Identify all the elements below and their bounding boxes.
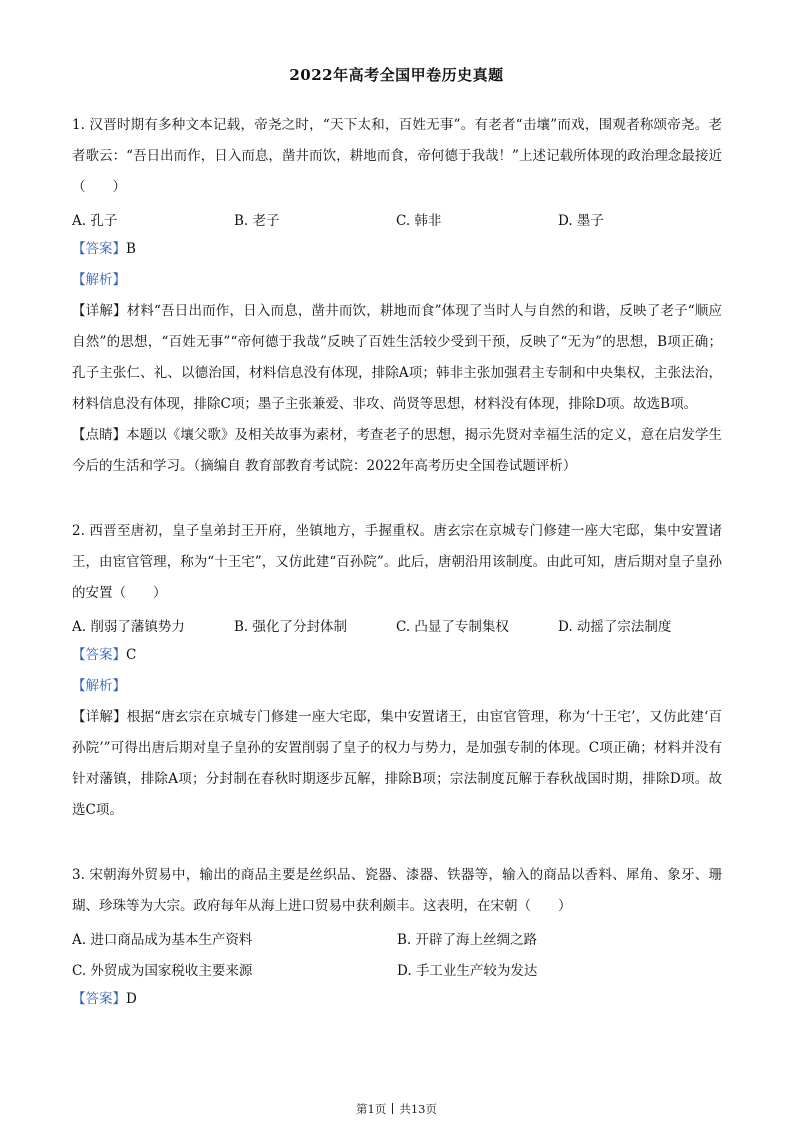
detail-tag: 【详解】 [72, 303, 127, 319]
answer-line [72, 234, 722, 265]
question-stem: 3. 宋朝海外贸易中，输出的商品主要是丝织品、瓷器、漆器、铁器等，输入的商品以香料、犀角、象牙、珊瑚、珍珠等为大宗。政府每年从海上进口贸易中获利颇丰。这表明，在宋朝（ ） [72, 867, 722, 914]
analysis-tag: 【解析】 [72, 272, 126, 288]
option-b: B. 强化了分封体制 [234, 618, 348, 635]
answer-value: D [126, 991, 137, 1007]
option-list [72, 609, 722, 640]
question-2 [72, 516, 722, 826]
comment-text: 本题以《壤父歌》及相关故事为素材，考查老子的思想，揭示先贤对幸福生活的定义，意在启发学生今后的生活和学习。（摘编自 教育部教育考试院：2022年高考历史全国卷试题评析） [72, 427, 723, 474]
answer-value: C [126, 647, 137, 663]
option-a: A. 削弱了藩镇势力 [72, 618, 185, 635]
analysis-line [72, 265, 722, 296]
detail-paragraph [72, 702, 722, 826]
option-list [72, 922, 722, 953]
option-list [72, 203, 722, 234]
answer-tag: 【答案】 [72, 241, 126, 257]
comment-tag: 【点睛】 [72, 427, 127, 443]
question-1 [72, 110, 722, 482]
option-list [72, 953, 722, 984]
page-number: 第1页 [356, 1102, 387, 1116]
answer-tag: 【答案】 [72, 647, 126, 663]
question-stem: 2. 西晋至唐初，皇子皇弟封王开府，坐镇地方，手握重权。唐玄宗在京城专门修建一座大宅邸，集中安置诸王，由宦官管理，称为“十王宅”，又仿此建“百孙院”。此后，唐朝沿用该制度。由此可知，唐后期对皇子皇孙的安置（ ） [72, 523, 722, 601]
option-a: A. 孔子 [72, 212, 118, 229]
page-footer [0, 1101, 793, 1117]
option-d: D. 手工业生产较为发达 [397, 962, 538, 979]
page-total: 共13页 [399, 1102, 437, 1116]
answer-tag: 【答案】 [72, 991, 126, 1007]
option-d: D. 动摇了宗法制度 [558, 618, 672, 635]
detail-text: 根据“唐玄宗在京城专门修建一座大宅邸，集中安置诸王，由宦官管理，称为‘十王宅’，又仿此建‘百孙院’”可得出唐后期对皇子皇孙的安置削弱了皇子的权力与势力，是加强专制的体现。C项正确；材料并没有针对藩镇，排除A项；分封制在春秋时期逐步瓦解，排除B项；宗法制度瓦解于春秋战国时期，排除D项。故选C项。 [72, 709, 723, 818]
detail-tag: 【详解】 [72, 709, 127, 725]
option-b: B. 老子 [234, 212, 280, 229]
answer-line [72, 640, 722, 671]
page-title: 2022年高考全国甲卷历史真题 [289, 66, 504, 84]
analysis-tag: 【解析】 [72, 678, 126, 694]
footer-divider [392, 1103, 393, 1114]
question-3 [72, 860, 722, 1015]
option-c: C. 韩非 [396, 212, 442, 229]
answer-line [72, 984, 722, 1015]
comment-paragraph [72, 420, 722, 482]
question-stem: 1. 汉晋时期有多种文本记载，帝尧之时，“天下太和，百姓无事”。有老者“击壤”而戏，围观者称颂帝尧。老者歌云：“吾日出而作，日入而息，凿井而饮，耕地而食，帝何德于我哉！”上述记载所体现的政治理念最接近（ ） [72, 117, 722, 195]
option-a: A. 进口商品成为基本生产资料 [72, 931, 253, 948]
option-c: C. 外贸成为国家税收主要来源 [72, 962, 253, 979]
answer-value: B [126, 241, 136, 257]
option-b: B. 开辟了海上丝绸之路 [397, 931, 538, 948]
option-d: D. 墨子 [558, 212, 604, 229]
detail-text: 材料“吾日出而作，日入而息，凿井而饮，耕地而食”体现了当时人与自然的和谐，反映了老子“顺应自然”的思想，“百姓无事”“帝何德于我哉”反映了百姓生活较少受到干预，反映了“无为”的思想，B项正确；孔子主张仁、礼、以德治国，材料信息没有体现，排除A项；韩非主张加强君主专制和中央集权，主张法治，材料信息没有体现，排除C项；墨子主张兼爱、非攻、尚贤等思想，材料没有体现，排除D项。故选B项。 [72, 303, 722, 412]
analysis-line [72, 671, 722, 702]
detail-paragraph [72, 296, 722, 420]
option-c: C. 凸显了专制集权 [396, 618, 509, 635]
